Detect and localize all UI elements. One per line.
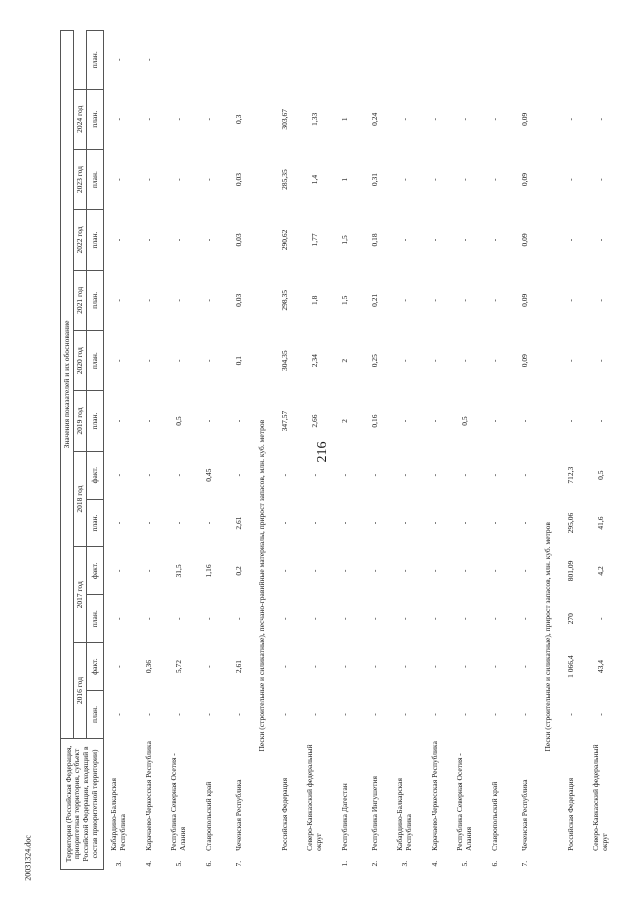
value-cell: - <box>399 419 409 423</box>
value-cell: 0,09 <box>519 354 529 368</box>
plan-header: план. <box>87 499 104 547</box>
footer-filename: 20031324.doc <box>23 835 33 881</box>
value-cell: - <box>595 178 605 181</box>
plan-header: план. <box>87 31 104 90</box>
row-number: 5. <box>173 860 183 867</box>
value-cell: - <box>113 569 123 573</box>
row-number: 3. <box>113 860 123 867</box>
value-cell: - <box>339 569 349 573</box>
value-cell: - <box>429 569 439 573</box>
value-cell: - <box>173 118 183 121</box>
table-row <box>194 31 224 870</box>
year-header: 2018 год <box>74 451 87 547</box>
value-cell: - <box>429 359 439 362</box>
value-cell: 298,35 <box>279 290 289 311</box>
value-cell: 41,6 <box>595 516 605 530</box>
value-cell: 0,3 <box>233 114 243 124</box>
territory-name: Республика Дагестан <box>339 783 349 851</box>
value-cell: - <box>339 665 349 668</box>
value-cell: - <box>143 473 153 477</box>
year-header: 2019 год <box>74 391 87 451</box>
value-cell: - <box>459 118 469 121</box>
value-cell: - <box>489 238 499 242</box>
value-cell: 0,2 <box>233 566 243 576</box>
value-cell: 303,67 <box>279 108 289 130</box>
value-cell: - <box>399 665 409 668</box>
value-cell <box>450 31 480 90</box>
section-2 <box>540 31 556 870</box>
table-row <box>134 31 164 870</box>
value-cell: 0,18 <box>369 233 379 247</box>
value-cell: - <box>595 238 605 242</box>
fact-header: факт. <box>87 547 104 595</box>
value-cell: 290,62 <box>279 229 289 251</box>
value-cell: - <box>399 473 409 477</box>
value-cell: - <box>143 359 153 362</box>
value-cell: - <box>519 665 529 668</box>
value-cell: 0,09 <box>519 233 529 247</box>
value-cell: 0,03 <box>233 293 243 307</box>
value-cell: - <box>113 238 123 242</box>
value-cell: - <box>173 617 183 620</box>
value-cell: - <box>595 713 605 716</box>
value-cell: - <box>309 521 319 525</box>
value-cell: 270 <box>565 613 575 625</box>
value-cell <box>300 31 330 90</box>
row-number: 1. <box>339 860 349 867</box>
value-cell: 1 <box>339 177 349 182</box>
value-cell: - <box>429 238 439 242</box>
value-cell: - <box>489 617 499 620</box>
value-cell: - <box>459 359 469 362</box>
table-row <box>450 31 480 870</box>
territory-name: Северо-Кавказский федеральный округ <box>305 744 323 851</box>
value-cell: 43,4 <box>595 660 605 674</box>
year-header: 2023 год <box>74 149 87 209</box>
value-cell: - <box>369 521 379 525</box>
value-cell: - <box>143 118 153 121</box>
value-cell: - <box>173 178 183 181</box>
year-header: 2016 год <box>74 643 87 739</box>
territory-name: Северо-Кавказский федеральный округ <box>591 744 609 851</box>
row-number: 5. <box>459 860 469 867</box>
value-cell: - <box>173 521 183 525</box>
value-cell: - <box>489 521 499 525</box>
value-cell: - <box>595 419 605 423</box>
value-cell: - <box>519 569 529 573</box>
value-cell: - <box>339 713 349 716</box>
value-cell: - <box>459 238 469 242</box>
value-cell: - <box>399 359 409 362</box>
value-cell <box>556 31 586 90</box>
fact-header: факт. <box>87 643 104 691</box>
value-cell: - <box>279 713 289 716</box>
values-header: Значения показателей и их обоснование <box>61 31 74 739</box>
value-cell: - <box>459 569 469 573</box>
territory-name: Российская Федерация <box>279 777 289 851</box>
value-cell: - <box>113 665 123 668</box>
value-cell: - <box>309 665 319 668</box>
value-cell: - <box>489 473 499 477</box>
value-cell: - <box>369 617 379 620</box>
row-number: 7. <box>233 860 243 867</box>
row-number <box>270 853 300 870</box>
value-cell: 1,77 <box>309 233 319 247</box>
value-cell: - <box>565 419 575 423</box>
value-cell: - <box>489 178 499 181</box>
year-header: 2021 год <box>74 270 87 330</box>
row-number: 2. <box>369 860 379 867</box>
territory-name: Чеченская Республика <box>519 779 529 851</box>
value-cell: - <box>429 473 439 477</box>
row-number: 7. <box>519 860 529 867</box>
table-row <box>556 31 586 870</box>
value-cell: - <box>173 299 183 302</box>
year-header: 2020 год <box>74 331 87 391</box>
value-cell: 295,06 <box>565 512 575 534</box>
value-cell: - <box>339 473 349 477</box>
value-cell: 0,21 <box>369 293 379 307</box>
value-cell: 0,09 <box>519 173 529 187</box>
value-cell <box>510 31 540 90</box>
value-cell: - <box>233 713 243 716</box>
value-cell: 0,25 <box>369 354 379 368</box>
value-cell: - <box>489 299 499 302</box>
value-cell: 0,24 <box>369 112 379 126</box>
value-cell: - <box>489 118 499 121</box>
value-cell: - <box>595 299 605 302</box>
value-cell: - <box>203 238 213 242</box>
value-cell: - <box>173 713 183 716</box>
value-cell: - <box>369 665 379 668</box>
value-cell: - <box>309 713 319 716</box>
territory-name: Ставропольский край <box>203 781 213 851</box>
value-cell: - <box>113 58 123 62</box>
value-cell: - <box>203 178 213 181</box>
value-cell: 0,45 <box>203 468 213 482</box>
table-row <box>224 31 254 870</box>
value-cell: - <box>565 238 575 242</box>
plan-header: план. <box>87 391 104 451</box>
row-number: 6. <box>489 860 499 867</box>
plan-header: план. <box>87 691 104 739</box>
table-row <box>420 31 450 870</box>
value-cell: 4,2 <box>595 566 605 576</box>
table-row <box>360 31 390 870</box>
value-cell: 347,57 <box>279 410 289 432</box>
value-cell <box>360 31 390 90</box>
value-cell: - <box>519 521 529 525</box>
value-cell: - <box>113 473 123 477</box>
value-cell <box>330 31 360 90</box>
territory-header: Территория (Российская Федерация, приоритетная территория, субъект Российской Федерации, входящий в состав приоритетной территории) <box>61 738 104 869</box>
value-cell: - <box>279 521 289 525</box>
value-cell: - <box>309 617 319 620</box>
plan-header: план. <box>87 149 104 209</box>
value-cell: - <box>429 419 439 423</box>
value-cell: - <box>113 178 123 181</box>
value-cell: - <box>429 665 439 668</box>
value-cell: 0,03 <box>233 233 243 247</box>
year-header: 2024 год <box>74 89 87 149</box>
value-cell: - <box>459 299 469 302</box>
value-cell: - <box>519 473 529 477</box>
value-cell: - <box>233 617 243 620</box>
value-cell: 1 <box>339 117 349 122</box>
value-cell: - <box>519 419 529 423</box>
value-cell: - <box>429 118 439 121</box>
value-cell: - <box>203 617 213 620</box>
year-header: 2017 год <box>74 547 87 643</box>
value-cell: - <box>399 713 409 716</box>
value-cell: - <box>203 521 213 525</box>
value-cell: 712,3 <box>565 466 575 484</box>
value-cell: - <box>429 713 439 716</box>
territory-name: Республика Северная Осетия - Алания <box>455 753 473 851</box>
table-body-part2 <box>270 31 540 870</box>
value-cell: 0,5 <box>595 470 605 480</box>
value-cell: 2,61 <box>233 516 243 530</box>
value-cell: - <box>113 118 123 121</box>
row-number <box>556 853 586 870</box>
value-cell: - <box>143 419 153 423</box>
value-cell: 2 <box>339 358 349 363</box>
value-cell: - <box>233 419 243 423</box>
plan-header: план. <box>87 210 104 270</box>
fact-header: факт. <box>87 451 104 499</box>
row-number: 4. <box>143 860 153 867</box>
value-cell: - <box>399 118 409 121</box>
value-cell: 1,33 <box>309 112 319 126</box>
value-cell: - <box>143 617 153 620</box>
value-cell: 1,5 <box>339 295 349 306</box>
value-cell: - <box>279 569 289 573</box>
value-cell: - <box>595 617 605 620</box>
section-title: Пески (строительные и силикатные), песчано-гравийные материалы, прирост запасов, млн. куб. метров <box>256 419 266 752</box>
value-cell: - <box>143 58 153 62</box>
row-number: 3. <box>399 860 409 867</box>
value-cell: - <box>489 713 499 716</box>
value-cell: 2,66 <box>309 414 319 428</box>
value-cell <box>194 31 224 90</box>
territory-name: Российская Федерация <box>565 777 575 851</box>
value-cell: 1,16 <box>203 564 213 578</box>
territory-name: Республика Северная Осетия - Алания <box>169 753 187 851</box>
value-cell: - <box>565 178 575 181</box>
value-cell: 2 <box>339 419 349 423</box>
value-cell: 2,34 <box>309 354 319 368</box>
table-header <box>61 31 104 870</box>
value-cell: - <box>489 359 499 362</box>
value-cell: - <box>459 473 469 477</box>
table-row <box>270 31 300 870</box>
value-cell: - <box>369 713 379 716</box>
value-cell: 0,09 <box>519 293 529 307</box>
plan-header: план. <box>87 331 104 391</box>
table-row <box>164 31 194 870</box>
value-cell: 0,03 <box>233 173 243 187</box>
value-cell <box>420 31 450 90</box>
value-cell: - <box>279 473 289 477</box>
section-1 <box>254 31 270 870</box>
table-row <box>390 31 420 870</box>
value-cell: - <box>173 473 183 477</box>
value-cell: - <box>399 569 409 573</box>
territory-name: Республика Ингушетия <box>369 776 379 851</box>
value-cell: - <box>429 299 439 302</box>
value-cell <box>480 31 510 90</box>
row-number: 6. <box>203 860 213 867</box>
value-cell: - <box>565 118 575 121</box>
table-row <box>330 31 360 870</box>
plan-header: план. <box>87 89 104 149</box>
rotated-table-container <box>60 30 620 870</box>
row-number <box>300 853 330 870</box>
value-cell: 0,5 <box>459 416 469 426</box>
value-cell: 0,36 <box>143 660 153 674</box>
value-cell: 0,09 <box>519 112 529 126</box>
value-cell: - <box>519 617 529 620</box>
value-cell: - <box>565 299 575 302</box>
table-body-part1 <box>104 31 255 870</box>
value-cell: 2,61 <box>233 660 243 674</box>
value-cell: - <box>399 617 409 620</box>
table-row <box>480 31 510 870</box>
value-cell <box>586 31 616 90</box>
value-cell: - <box>173 238 183 242</box>
value-cell: - <box>113 521 123 525</box>
value-cell: - <box>595 118 605 121</box>
value-cell: - <box>565 359 575 362</box>
value-cell: 0,5 <box>173 416 183 426</box>
value-cell: - <box>113 617 123 620</box>
territory-name: Карачаево-Черкесская Республика <box>143 741 153 851</box>
row-number <box>586 853 616 870</box>
value-cell: - <box>519 713 529 716</box>
value-cell: - <box>429 178 439 181</box>
value-cell: - <box>203 118 213 121</box>
value-cell: 304,35 <box>279 350 289 371</box>
value-cell: 0,31 <box>369 173 379 187</box>
value-cell: - <box>203 665 213 668</box>
value-cell: - <box>489 665 499 668</box>
value-cell: - <box>399 178 409 181</box>
table-row <box>300 31 330 870</box>
value-cell: 801,09 <box>565 560 575 582</box>
table-row <box>586 31 616 870</box>
value-cell: - <box>399 521 409 525</box>
territory-name: Ставропольский край <box>489 781 499 851</box>
value-cell: - <box>203 299 213 302</box>
value-cell: - <box>429 521 439 525</box>
plan-header: план. <box>87 595 104 643</box>
value-cell: - <box>429 617 439 620</box>
value-cell: - <box>143 569 153 573</box>
table-row <box>510 31 540 870</box>
value-cell: 1 066,4 <box>565 655 575 678</box>
value-cell: 31,5 <box>173 564 183 578</box>
value-cell: - <box>459 665 469 668</box>
value-cell: - <box>113 299 123 302</box>
value-cell: - <box>369 473 379 477</box>
value-cell: - <box>459 521 469 525</box>
value-cell: - <box>173 359 183 362</box>
value-cell: - <box>339 521 349 525</box>
territory-name: Кабардино-Балкарская Республика <box>395 778 413 851</box>
value-cell: - <box>113 359 123 362</box>
value-cell: 0,16 <box>369 414 379 428</box>
value-cell: - <box>399 238 409 242</box>
value-cell: 1,5 <box>339 235 349 245</box>
value-cell: - <box>143 713 153 716</box>
value-cell <box>270 31 300 90</box>
value-cell: - <box>143 521 153 525</box>
value-cell: - <box>339 617 349 620</box>
value-cell: - <box>459 178 469 181</box>
value-cell: - <box>369 569 379 573</box>
value-cell: - <box>113 419 123 423</box>
value-cell: - <box>203 359 213 362</box>
table-row <box>104 31 135 870</box>
territory-name: Карачаево-Черкесская Республика <box>429 741 439 851</box>
indicators-table <box>60 30 616 870</box>
territory-name: Чеченская Республика <box>233 779 243 851</box>
value-cell: - <box>489 419 499 423</box>
value-cell: 0,1 <box>233 356 243 366</box>
value-cell: 285,35 <box>279 169 289 190</box>
value-cell: - <box>143 299 153 302</box>
value-cell: - <box>113 713 123 716</box>
value-cell: - <box>489 569 499 573</box>
table-body-part3 <box>556 31 616 870</box>
value-cell: - <box>279 665 289 668</box>
value-cell: - <box>203 419 213 423</box>
value-cell <box>224 31 254 90</box>
value-cell: - <box>399 299 409 302</box>
value-cell: - <box>309 569 319 573</box>
page-number: 216 <box>315 441 330 463</box>
value-cell: - <box>459 713 469 716</box>
territory-name: Кабардино-Балкарская Республика <box>109 778 127 851</box>
value-cell <box>390 31 420 90</box>
section-title: Пески (строительные и силикатные), прирост запасов, млн. куб. метров <box>542 522 552 752</box>
value-cell: - <box>309 473 319 477</box>
value-cell <box>164 31 194 90</box>
value-cell: - <box>203 713 213 716</box>
value-cell: - <box>143 238 153 242</box>
plan-header: план. <box>87 270 104 330</box>
value-cell: - <box>143 178 153 181</box>
value-cell: - <box>459 617 469 620</box>
value-cell: - <box>279 617 289 620</box>
year-header: 2022 год <box>74 210 87 270</box>
value-cell: 1,8 <box>309 295 319 306</box>
value-cell: - <box>233 473 243 477</box>
row-number: 4. <box>429 860 439 867</box>
value-cell: - <box>565 713 575 716</box>
value-cell: 5,72 <box>173 660 183 674</box>
value-cell: - <box>595 359 605 362</box>
value-cell: 1,4 <box>309 174 319 185</box>
